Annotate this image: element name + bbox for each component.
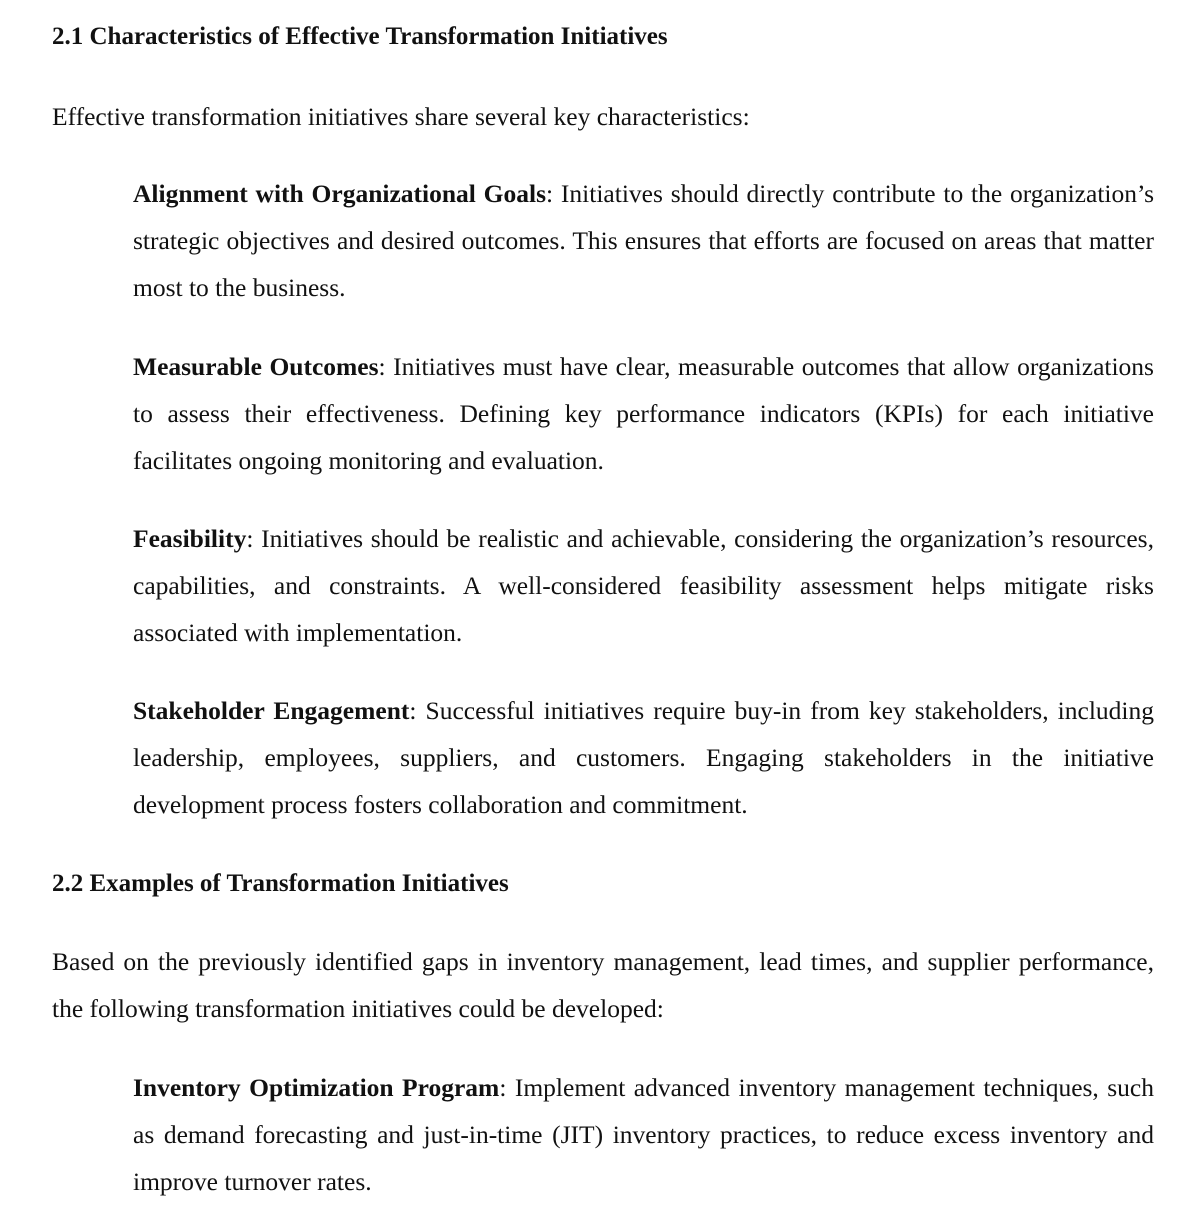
- section-heading: 2.1 Characteristics of Effective Transformation Initiatives: [52, 23, 668, 50]
- list-item: [133, 687, 1154, 828]
- item-text: : Initiatives should be realistic and achievable, considering the organization’s resources, capabilities, and constraints. A well-considered feasibility assessment helps mitigate risks associated with implementation.: [133, 524, 1154, 647]
- item-term: Stakeholder Engagement: [133, 696, 410, 725]
- item-term: Feasibility: [133, 524, 247, 553]
- list-item: [133, 1064, 1154, 1205]
- section-intro: Effective transformation initiatives share several key characteristics:: [52, 102, 750, 131]
- list-item: [133, 170, 1154, 311]
- item-text: : Implement advanced inventory management techniques, such as demand forecasting and just-in-time (JIT) inventory practices, to reduce excess inventory and improve turnover rates.: [133, 1073, 1155, 1196]
- item-text: : Initiatives should directly contribute to the organization’s strategic objectives and desired outcomes. This ensures that efforts are focused on areas that matter most to the business.: [133, 179, 1154, 302]
- item-text: : Successful initiatives require buy-in from key stakeholders, including leadership, employees, suppliers, and customers. Engaging stakeholders in the initiative development process fosters collaboration and commitment.: [133, 696, 1154, 819]
- item-term: Alignment with Organizational Goals: [133, 179, 547, 208]
- item-term: Inventory Optimization Program: [133, 1073, 500, 1102]
- section-heading: 2.2 Examples of Transformation Initiatives: [52, 870, 509, 897]
- list-item: [133, 515, 1154, 656]
- item-term: Measurable Outcomes: [133, 352, 379, 381]
- list-item: [133, 343, 1154, 484]
- section-intro: Based on the previously identified gaps in inventory management, lead times, and supplier performance, the following transformation initiatives could be developed:: [52, 947, 1154, 1023]
- item-text: : Initiatives must have clear, measurable outcomes that allow organizations to assess their effectiveness. Defining key performance indicators (KPIs) for each initiative facilitates ongoing monitoring and evaluation.: [133, 352, 1154, 475]
